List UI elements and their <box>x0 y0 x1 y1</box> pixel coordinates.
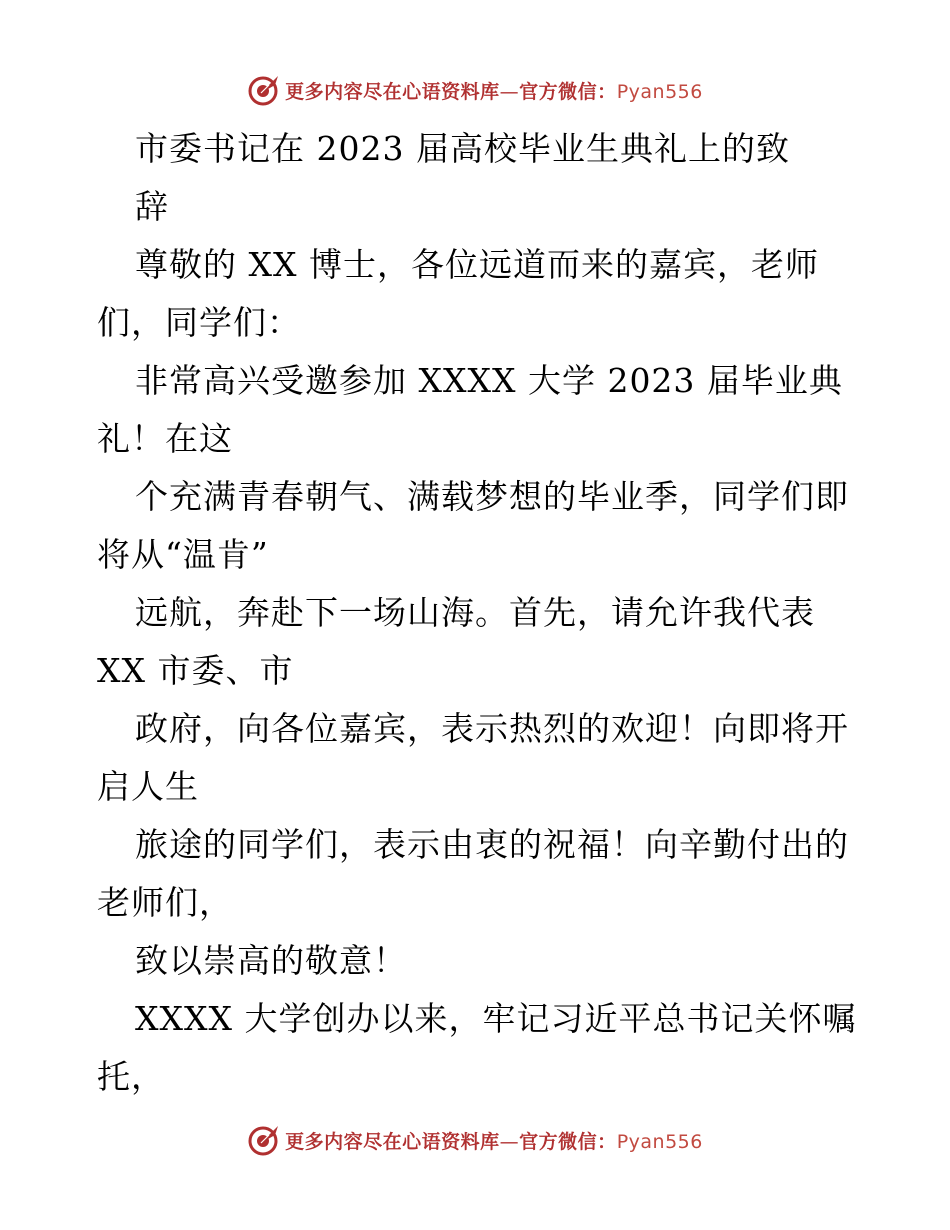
text-line: 们，同学们： <box>97 303 301 342</box>
text-line: 礼！在这 <box>97 419 233 458</box>
text-line: 老师们， <box>97 883 233 922</box>
text-line: 将从“温肯” <box>97 535 269 574</box>
header-banner <box>0 70 950 110</box>
footer-banner <box>0 1120 950 1160</box>
text-line: 政府，向各位嘉宾，表示热烈的欢迎！向即将开 <box>135 709 849 748</box>
banner-dash: — <box>499 1130 520 1153</box>
text-line: 启人生 <box>97 767 199 806</box>
document-body <box>97 120 857 1106</box>
banner-slogan: 更多内容尽在心语资料库 <box>285 1130 500 1153</box>
text-line: 个充满青春朝气、满载梦想的毕业季，同学们即 <box>135 477 849 516</box>
text-line: 市委书记在 2023 届高校毕业生典礼上的致 <box>135 129 790 168</box>
banner-wechat-label: 官方微信： <box>519 80 617 103</box>
text-line: XX 市委、市 <box>97 651 294 690</box>
banner-wechat-label: 官方微信： <box>519 1130 617 1153</box>
text-line: 旅途的同学们，表示由衷的祝福！向辛勤付出的 <box>135 825 849 864</box>
banner-dash: — <box>499 80 520 103</box>
text-line: 辞 <box>135 187 169 226</box>
banner-slogan: 更多内容尽在心语资料库 <box>285 80 500 103</box>
text-line: XXXX 大学创办以来，牢记习近平总书记关怀嘱 <box>135 999 857 1038</box>
banner-wechat-id: Pyan556 <box>616 80 703 103</box>
text-line: 远航，奔赴下一场山海。首先，请允许我代表 <box>135 593 815 632</box>
quill-logo-icon <box>247 1123 281 1157</box>
text-line: 尊敬的 XX 博士，各位远道而来的嘉宾，老师 <box>135 245 819 284</box>
banner-text <box>285 77 703 104</box>
quill-logo-icon <box>247 73 281 107</box>
banner-text <box>285 1127 703 1154</box>
text-line: 致以崇高的敬意！ <box>135 941 407 980</box>
text-line: 托， <box>97 1057 165 1096</box>
text-line: 非常高兴受邀参加 XXXX 大学 2023 届毕业典 <box>135 361 843 400</box>
banner-wechat-id: Pyan556 <box>616 1130 703 1153</box>
